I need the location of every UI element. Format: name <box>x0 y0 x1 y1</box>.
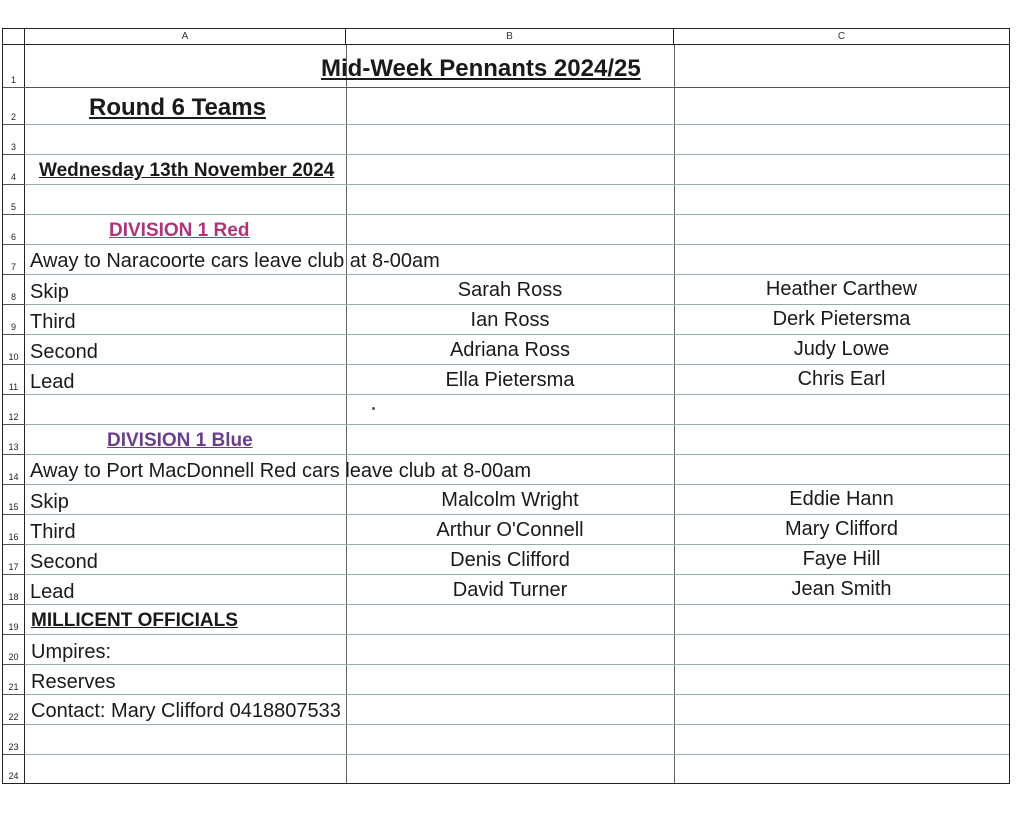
team-position: Third <box>30 311 76 333</box>
row-header-separator <box>3 154 25 155</box>
row-header[interactable]: 14 <box>3 454 25 484</box>
officials-heading: MILLICENT OFFICIALS <box>31 610 238 631</box>
row-header-separator <box>3 694 25 695</box>
column-header-a[interactable]: A <box>25 29 346 45</box>
team-player: Jean Smith <box>791 578 892 600</box>
row-header-separator <box>3 664 25 665</box>
scan-speck <box>372 407 375 410</box>
row-header[interactable]: 2 <box>3 87 25 124</box>
grid-line <box>25 514 1009 515</box>
row-header-separator <box>3 87 25 88</box>
row-header[interactable]: 4 <box>3 154 25 184</box>
row-header-separator <box>3 184 25 185</box>
row-header[interactable]: 20 <box>3 634 25 664</box>
row-header[interactable]: 3 <box>3 124 25 154</box>
row-header-separator <box>3 394 25 395</box>
team-player: Faye Hill <box>802 548 881 570</box>
row-header-separator <box>3 424 25 425</box>
grid-line <box>25 544 1009 545</box>
team-player: Denis Clifford <box>450 549 570 571</box>
column-header-b[interactable]: B <box>346 29 674 45</box>
grid-line <box>25 334 1009 335</box>
team-player: Arthur O'Connell <box>436 519 584 541</box>
grid-line <box>25 454 1009 455</box>
team-player: Malcolm Wright <box>441 489 579 511</box>
row-header-separator <box>3 634 25 635</box>
team-player: Derk Pietersma <box>772 308 911 330</box>
row-header[interactable]: 6 <box>3 214 25 244</box>
team-player: Eddie Hann <box>789 488 894 510</box>
row-header-separator <box>3 724 25 725</box>
grid-line <box>25 87 1009 88</box>
row-header-separator <box>3 484 25 485</box>
umpires-label: Umpires: <box>31 641 112 663</box>
row-header[interactable]: 1 <box>3 45 25 87</box>
row-header-separator <box>3 514 25 515</box>
row-header[interactable]: 13 <box>3 424 25 454</box>
row-header[interactable]: 23 <box>3 724 25 754</box>
page-title: Mid-Week Pennants 2024/25 <box>321 55 641 82</box>
grid-line <box>25 634 1009 635</box>
team-player: David Turner <box>452 579 568 601</box>
row-header-separator <box>3 754 25 755</box>
row-header-separator <box>3 454 25 455</box>
grid-line <box>346 45 347 783</box>
team-player: Ian Ross <box>470 309 550 331</box>
grid-line <box>25 364 1009 365</box>
row-header[interactable]: 22 <box>3 694 25 724</box>
team-player: Judy Lowe <box>793 338 890 360</box>
grid-line <box>25 124 1009 125</box>
team-position: Second <box>30 551 98 573</box>
division-blue-heading: DIVISION 1 Blue <box>107 430 253 451</box>
row-header[interactable]: 5 <box>3 184 25 214</box>
row-header[interactable]: 7 <box>3 244 25 274</box>
match-date: Wednesday 13th November 2024 <box>39 160 335 181</box>
grid-line <box>25 394 1009 395</box>
row-header-separator <box>3 604 25 605</box>
round-heading: Round 6 Teams <box>89 94 266 121</box>
team-position: Skip <box>30 491 69 513</box>
row-header[interactable]: 8 <box>3 274 25 304</box>
grid-line <box>674 45 675 783</box>
grid-line <box>25 604 1009 605</box>
division-red-travel: Away to Naracoorte cars leave club at 8-00am <box>30 250 440 272</box>
grid-line <box>25 754 1009 755</box>
row-header[interactable]: 10 <box>3 334 25 364</box>
grid-line <box>25 574 1009 575</box>
spreadsheet <box>2 28 1010 784</box>
row-header[interactable]: 9 <box>3 304 25 334</box>
team-position: Lead <box>30 581 75 603</box>
team-player: Chris Earl <box>797 368 886 390</box>
row-header[interactable]: 24 <box>3 754 25 783</box>
row-header-separator <box>3 274 25 275</box>
row-header[interactable]: 18 <box>3 574 25 604</box>
row-header-separator <box>3 124 25 125</box>
grid-line <box>25 184 1009 185</box>
corner-cell <box>3 29 25 45</box>
grid-line <box>25 214 1009 215</box>
grid-line <box>25 664 1009 665</box>
row-header[interactable]: 19 <box>3 604 25 634</box>
team-position: Third <box>30 521 76 543</box>
row-header-separator <box>3 574 25 575</box>
reserves-label: Reserves <box>31 671 116 693</box>
column-header-c[interactable]: C <box>674 29 1009 45</box>
row-header-separator <box>3 364 25 365</box>
row-header[interactable]: 12 <box>3 394 25 424</box>
grid-line <box>25 244 1009 245</box>
grid-line <box>25 304 1009 305</box>
team-player: Mary Clifford <box>785 518 898 540</box>
row-header-separator <box>3 304 25 305</box>
row-header[interactable]: 21 <box>3 664 25 694</box>
grid-line <box>25 274 1009 275</box>
grid-line <box>25 484 1009 485</box>
row-header-separator <box>3 244 25 245</box>
contact-info: Contact: Mary Clifford 0418807533 <box>31 700 341 722</box>
row-header[interactable]: 16 <box>3 514 25 544</box>
team-player: Adriana Ross <box>449 339 571 361</box>
row-header[interactable]: 17 <box>3 544 25 574</box>
division-red-heading: DIVISION 1 Red <box>109 220 250 241</box>
grid-line <box>25 154 1009 155</box>
grid-line <box>25 694 1009 695</box>
grid-line <box>25 424 1009 425</box>
team-player: Sarah Ross <box>457 279 563 301</box>
team-player: Heather Carthew <box>765 278 918 300</box>
row-header-separator <box>3 214 25 215</box>
row-header-separator <box>3 544 25 545</box>
row-header[interactable]: 11 <box>3 364 25 394</box>
grid-line <box>25 724 1009 725</box>
team-position: Second <box>30 341 98 363</box>
row-header[interactable]: 15 <box>3 484 25 514</box>
division-blue-travel: Away to Port MacDonnell Red cars leave club at 8-00am <box>30 460 531 482</box>
row-header-separator <box>3 334 25 335</box>
team-position: Skip <box>30 281 69 303</box>
team-player: Ella Pietersma <box>445 369 575 391</box>
team-position: Lead <box>30 371 75 393</box>
